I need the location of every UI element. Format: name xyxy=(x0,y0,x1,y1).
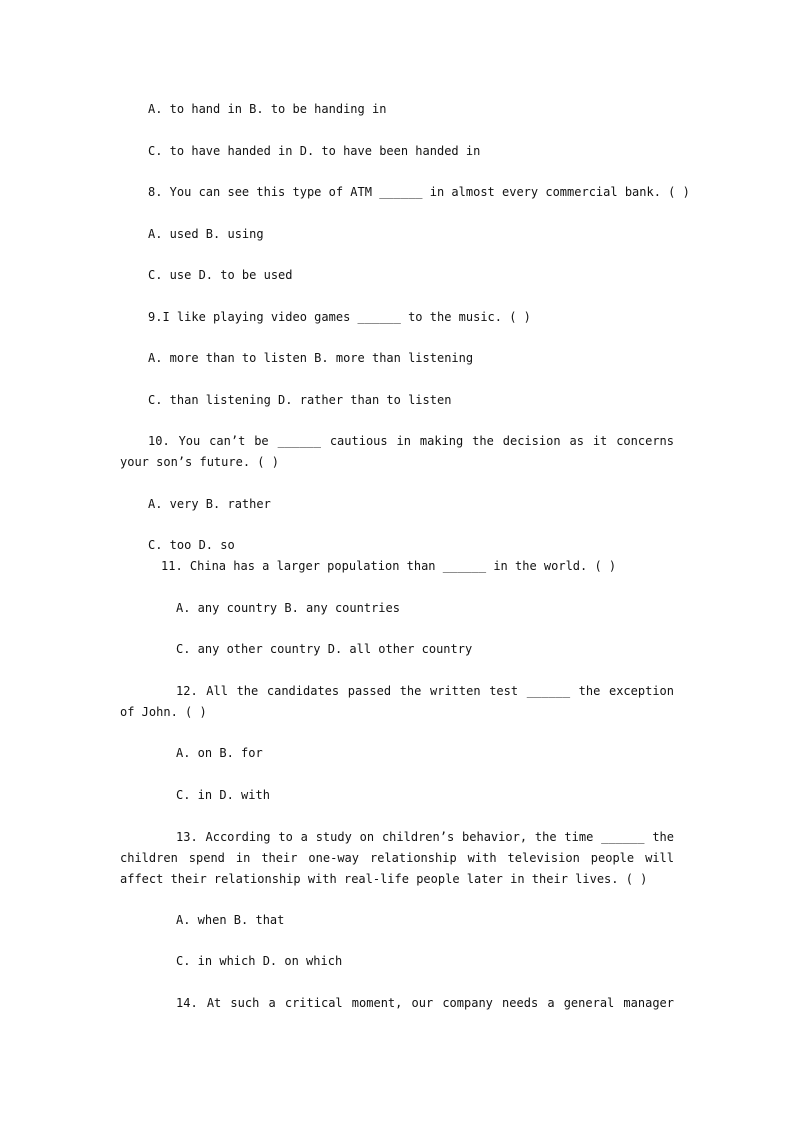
q8-options-cd: C. use D. to be used xyxy=(148,268,293,282)
q12-options-ab: A. on B. for xyxy=(176,746,263,760)
q8-options-ab: A. used B. using xyxy=(148,227,264,241)
q11-question: 11. China has a larger population than ______ in the world. ( ) xyxy=(161,559,617,573)
q10-options-ab: A. very B. rather xyxy=(148,497,271,511)
q13-question: 13. According to a study on children’s behavior, the time ______ the children spend in their one-way relationship with television people will affect their relationship with real-life people later in their lives. ( ) xyxy=(120,830,674,886)
q7-options-ab: A. to hand in B. to be handing in xyxy=(148,102,387,116)
q11-options-ab: A. any country B. any countries xyxy=(176,601,400,615)
q9-options-ab: A. more than to listen B. more than listening xyxy=(148,351,474,365)
q12-question: 12. All the candidates passed the written test ______ the exception of John. ( ) xyxy=(120,684,674,719)
q11-options-cd: C. any other country D. all other country xyxy=(176,642,473,656)
q12-options-cd: C. in D. with xyxy=(176,788,270,802)
q9-options-cd: C. than listening D. rather than to listen xyxy=(148,393,452,407)
q9-question: 9.I like playing video games ______ to the music. ( ) xyxy=(148,310,531,324)
q10-options-cd: C. too D. so xyxy=(148,538,235,552)
q10-question: 10. You can’t be ______ cautious in making the decision as it concerns your son’s future. ( ) xyxy=(120,434,674,469)
q13-options-ab: A. when B. that xyxy=(176,913,285,927)
q14-question: 14. At such a critical moment, our company needs a general manager xyxy=(176,996,674,1010)
q7-options-cd: C. to have handed in D. to have been handed in xyxy=(148,144,481,158)
q8-question: 8. You can see this type of ATM ______ in almost every commercial bank. ( ) xyxy=(148,185,690,199)
q13-options-cd: C. in which D. on which xyxy=(176,954,343,968)
